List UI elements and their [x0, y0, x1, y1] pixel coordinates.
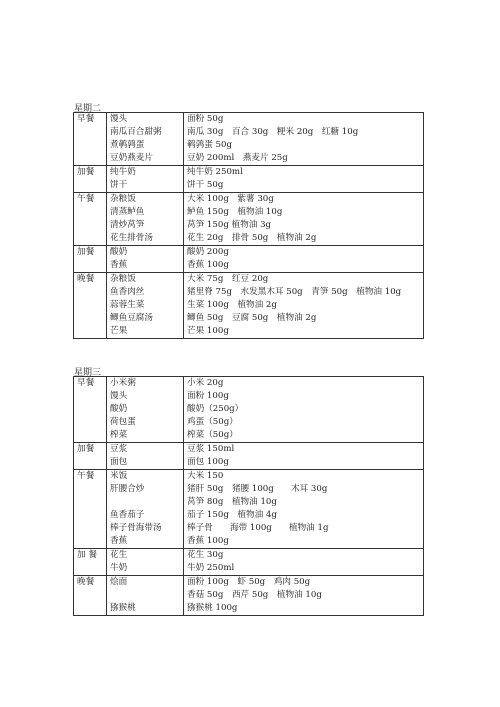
dish-name: 鲫鱼豆腐汤	[110, 313, 153, 323]
dish-name: 杂粮饭	[110, 274, 136, 284]
dish-name: 牛奶	[110, 563, 128, 573]
ingredient-line: 大米 75g 红豆 20g	[187, 274, 269, 284]
dish-name: 米饭	[110, 471, 128, 481]
meal-row	[74, 576, 424, 616]
dish-name: 猕猴桃	[110, 603, 136, 613]
ingredient-line: 猪肝 50g 猪腰 100g 木耳 30g	[187, 484, 328, 494]
dish-name: 面包	[110, 457, 128, 467]
dish-name: 酸奶	[110, 404, 128, 414]
ingredient-cell	[184, 166, 424, 193]
dish-name	[110, 589, 180, 602]
dish-cell	[107, 443, 184, 470]
dish-name: 饼干	[110, 180, 128, 190]
ingredient-cell	[184, 193, 424, 246]
meal-name: 晚餐	[74, 576, 107, 616]
ingredient-line: 生菜 100g 植物油 2g	[187, 300, 277, 310]
day-title-wednesday: 星期三	[74, 368, 102, 378]
ingredient-line: 猕猴桃 100g	[187, 603, 238, 613]
meal-name: 午餐	[74, 193, 107, 246]
ingredient-line: 面粉 100g	[187, 391, 229, 401]
ingredient-cell	[184, 576, 424, 616]
ingredient-line: 莴笋 150g 植物油 3g	[187, 220, 272, 230]
dish-name: 酸奶	[110, 247, 128, 257]
ingredient-line: 酸奶 200g	[187, 247, 229, 257]
ingredient-line: 纯牛奶 250ml	[187, 167, 243, 177]
ingredient-cell	[184, 113, 424, 166]
dish-cell	[107, 576, 184, 616]
dish-name: 馒头	[110, 114, 128, 124]
dish-cell	[107, 377, 184, 443]
dish-name: 香蕉	[110, 260, 128, 270]
dish-name: 芒果	[110, 326, 128, 336]
dish-name: 肝腰合炒	[110, 484, 145, 494]
ingredient-line: 棒子骨 海带 100g 植物油 1g	[187, 523, 329, 533]
ingredient-line: 面包 100g	[187, 457, 229, 467]
dish-name: 榨菜	[110, 430, 128, 440]
dish-cell	[107, 193, 184, 246]
menu-table-tuesday	[73, 112, 424, 339]
dish-cell	[107, 549, 184, 576]
meal-row	[74, 166, 424, 193]
ingredient-line: 鸡蛋（50g）	[187, 417, 238, 427]
menu-table-wednesday	[73, 376, 424, 616]
day-title-tuesday: 星期二	[74, 104, 102, 114]
dish-name: 豆奶燕麦片	[110, 153, 153, 163]
meal-row	[74, 549, 424, 576]
meal-name: 早餐	[74, 113, 107, 166]
dish-name: 烩面	[110, 577, 128, 587]
dish-name: 馒头	[110, 391, 128, 401]
dish-name: 豆浆	[110, 444, 128, 454]
ingredient-line: 榨菜（50g）	[187, 430, 238, 440]
dish-cell	[107, 246, 184, 273]
meal-row	[74, 113, 424, 166]
meal-name: 加餐	[74, 166, 107, 193]
ingredient-line: 莴笋 80g 植物油 10g	[187, 497, 277, 507]
ingredient-line: 茄子 150g 植物油 4g	[187, 510, 277, 520]
meal-row	[74, 273, 424, 339]
dish-name: 杂粮饭	[110, 194, 136, 204]
dish-name: 鱼香茄子	[110, 510, 145, 520]
meal-name: 加餐	[74, 443, 107, 470]
dish-name: 清炒莴笋	[110, 220, 145, 230]
ingredient-line: 香蕉 100g	[187, 536, 229, 546]
dish-name: 花生	[110, 550, 128, 560]
meal-row	[74, 443, 424, 470]
meal-row	[74, 377, 424, 443]
ingredient-line: 面粉 50g	[187, 114, 224, 124]
ingredient-cell	[184, 246, 424, 273]
ingredient-line: 牛奶 250ml	[187, 563, 235, 573]
meal-name: 晚餐	[74, 273, 107, 339]
ingredient-line: 酸奶（250g）	[187, 404, 244, 414]
ingredient-line: 香蕉 100g	[187, 260, 229, 270]
ingredient-line: 香菇 50g 西芹 50g 植物油 10g	[187, 590, 322, 600]
dish-name: 鱼香肉丝	[110, 287, 145, 297]
dish-name	[110, 496, 180, 509]
dish-name: 纯牛奶	[110, 167, 136, 177]
ingredient-line: 鲫鱼 50g 豆腐 50g 植物油 2g	[187, 313, 317, 323]
ingredient-line: 小米 20g	[187, 378, 224, 388]
dish-name: 清蒸鲈鱼	[110, 207, 145, 217]
ingredient-line: 豆浆 150ml	[187, 444, 235, 454]
dish-name: 小米粥	[110, 378, 136, 388]
dish-cell	[107, 470, 184, 549]
ingredient-line: 饼干 50g	[187, 180, 224, 190]
ingredient-line: 花生 30g	[187, 550, 224, 560]
dish-name: 花生排骨汤	[110, 233, 153, 243]
ingredient-line: 鲈鱼 150g 植物油 10g	[187, 207, 283, 217]
dish-name: 煮鹌鹑蛋	[110, 140, 145, 150]
ingredient-line: 大米 150	[187, 471, 224, 481]
dish-name: 香蕉	[110, 536, 128, 546]
ingredient-line: 南瓜 30g 百合 30g 粳米 20g 红糖 10g	[187, 127, 359, 137]
meal-row	[74, 193, 424, 246]
dish-name: 南瓜百合甜粥	[110, 127, 162, 137]
dish-cell	[107, 273, 184, 339]
ingredient-line: 面粉 100g 虾 50g 鸡肉 50g	[187, 577, 311, 587]
ingredient-line: 芒果 100g	[187, 326, 229, 336]
dish-name: 蒜蓉生菜	[110, 300, 145, 310]
meal-name: 早餐	[74, 377, 107, 443]
meal-row	[74, 470, 424, 549]
dish-name: 棒子骨海带汤	[110, 523, 162, 533]
ingredient-cell	[184, 549, 424, 576]
ingredient-line: 猪里脊 75g 水发黑木耳 50g 青笋 50g 植物油 10g	[187, 287, 402, 297]
meal-name: 午餐	[74, 470, 107, 549]
meal-name: 加 餐	[74, 549, 107, 576]
ingredient-line: 豆奶 200ml 燕麦片 25g	[187, 153, 288, 163]
ingredient-cell	[184, 377, 424, 443]
ingredient-cell	[184, 273, 424, 339]
dish-name: 荷包蛋	[110, 417, 136, 427]
dish-cell	[107, 113, 184, 166]
ingredient-cell	[184, 443, 424, 470]
dish-cell	[107, 166, 184, 193]
meal-row	[74, 246, 424, 273]
meal-name: 加餐	[74, 246, 107, 273]
ingredient-line: 花生 20g 排骨 50g 植物油 2g	[187, 233, 317, 243]
ingredient-line: 大米 100g 紫薯 30g	[187, 194, 274, 204]
ingredient-cell	[184, 470, 424, 549]
ingredient-line: 鹌鹑蛋 50g	[187, 140, 232, 150]
